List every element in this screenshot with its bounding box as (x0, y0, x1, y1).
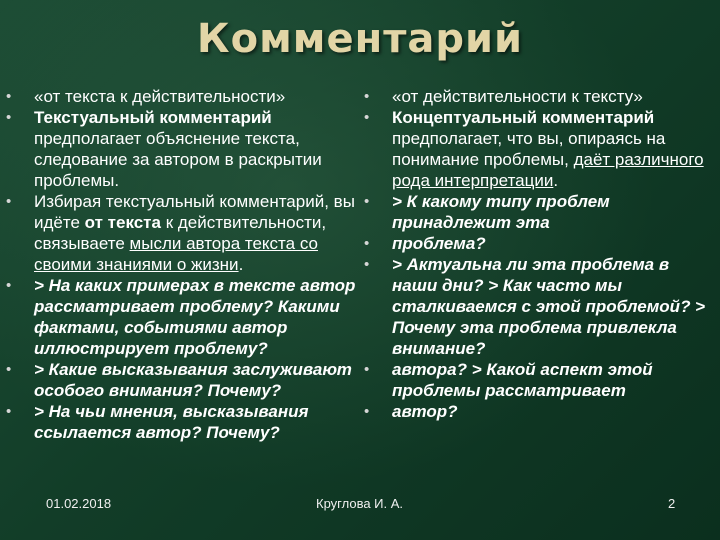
right-item-6 (364, 359, 716, 401)
right-item-6-text: автора? > Какой аспект этой проблемы рассматривает (392, 360, 653, 400)
left-item-3 (6, 191, 358, 275)
right-item-2-underlined: даёт различного рода интерпретации (392, 150, 704, 190)
right-item-1 (364, 86, 716, 107)
left-item-5-text: > Какие высказывания заслуживают особого внимания? Почему? (34, 360, 352, 400)
bullet-icon: • (6, 88, 12, 105)
right-item-7 (364, 401, 716, 422)
right-item-2-term: Концептуальный комментарий (392, 108, 655, 127)
left-item-3-pre: Избирая текстуальный комментарий, вы идёте (34, 192, 355, 232)
bullet-icon: • (364, 256, 370, 273)
bullet-icon: • (6, 403, 12, 420)
bullet-icon: • (6, 193, 12, 210)
left-item-2-term: Текстуальный комментарий (34, 108, 272, 127)
right-item-1-text: «от действительности к тексту» (392, 87, 643, 106)
left-column (6, 86, 358, 443)
left-item-3-underlined: мысли автора текста со своими знаниями о жизни (34, 234, 318, 274)
left-item-4-text: > На каких примерах в тексте автор рассматривает проблему? Какими фактами, событиями автор иллюстрирует проблему? (34, 276, 356, 358)
left-item-4 (6, 275, 358, 359)
left-item-3-end: . (238, 255, 244, 274)
bullet-icon: • (364, 403, 370, 420)
left-item-2 (6, 107, 358, 191)
bullet-icon: • (364, 88, 370, 105)
right-item-5 (364, 254, 716, 359)
left-item-6-text: > На чьи мнения, высказывания ссылается автор? Почему? (34, 402, 309, 442)
slide-title: Комментарий (196, 16, 524, 62)
left-item-6 (6, 401, 358, 443)
right-item-3-text: > К какому типу проблем принадлежит эта (392, 192, 610, 232)
right-item-2-pre: предполагает, что вы, опираясь на понимание проблемы, (392, 129, 666, 169)
left-item-2-text: предполагает объяснение текста, следование за автором в раскрытии проблемы. (34, 129, 322, 190)
right-item-5-text: > Актуальна ли эта проблема в наши дни? > Как часто мы сталкиваемся с этой проблемой? > Почему эта проблема привлекла внимание? (392, 255, 706, 358)
page-number: 2 (668, 496, 676, 511)
footer-author: Круглова И. А. (316, 496, 404, 511)
bullet-icon: • (364, 109, 370, 126)
bullet-icon: • (6, 361, 12, 378)
right-item-4 (364, 233, 716, 254)
right-item-3 (364, 191, 716, 233)
left-item-1-text: «от текста к действительности» (34, 87, 286, 106)
bullet-icon: • (364, 361, 370, 378)
left-item-3-mid: к действительности, связываете (34, 213, 327, 253)
left-item-1 (6, 86, 358, 107)
left-item-3-bold: от текста (84, 213, 161, 232)
right-item-2 (364, 107, 716, 191)
right-item-4-text: проблема? (392, 234, 486, 253)
left-item-5 (6, 359, 358, 401)
bullet-icon: • (6, 109, 12, 126)
footer-date: 01.02.2018 (46, 496, 112, 511)
bullet-icon: • (364, 193, 370, 210)
right-item-7-text: автор? (392, 402, 458, 421)
right-item-2-end: . (553, 171, 559, 190)
bullet-icon: • (6, 277, 12, 294)
bullet-icon: • (364, 235, 370, 252)
right-column (364, 86, 716, 422)
